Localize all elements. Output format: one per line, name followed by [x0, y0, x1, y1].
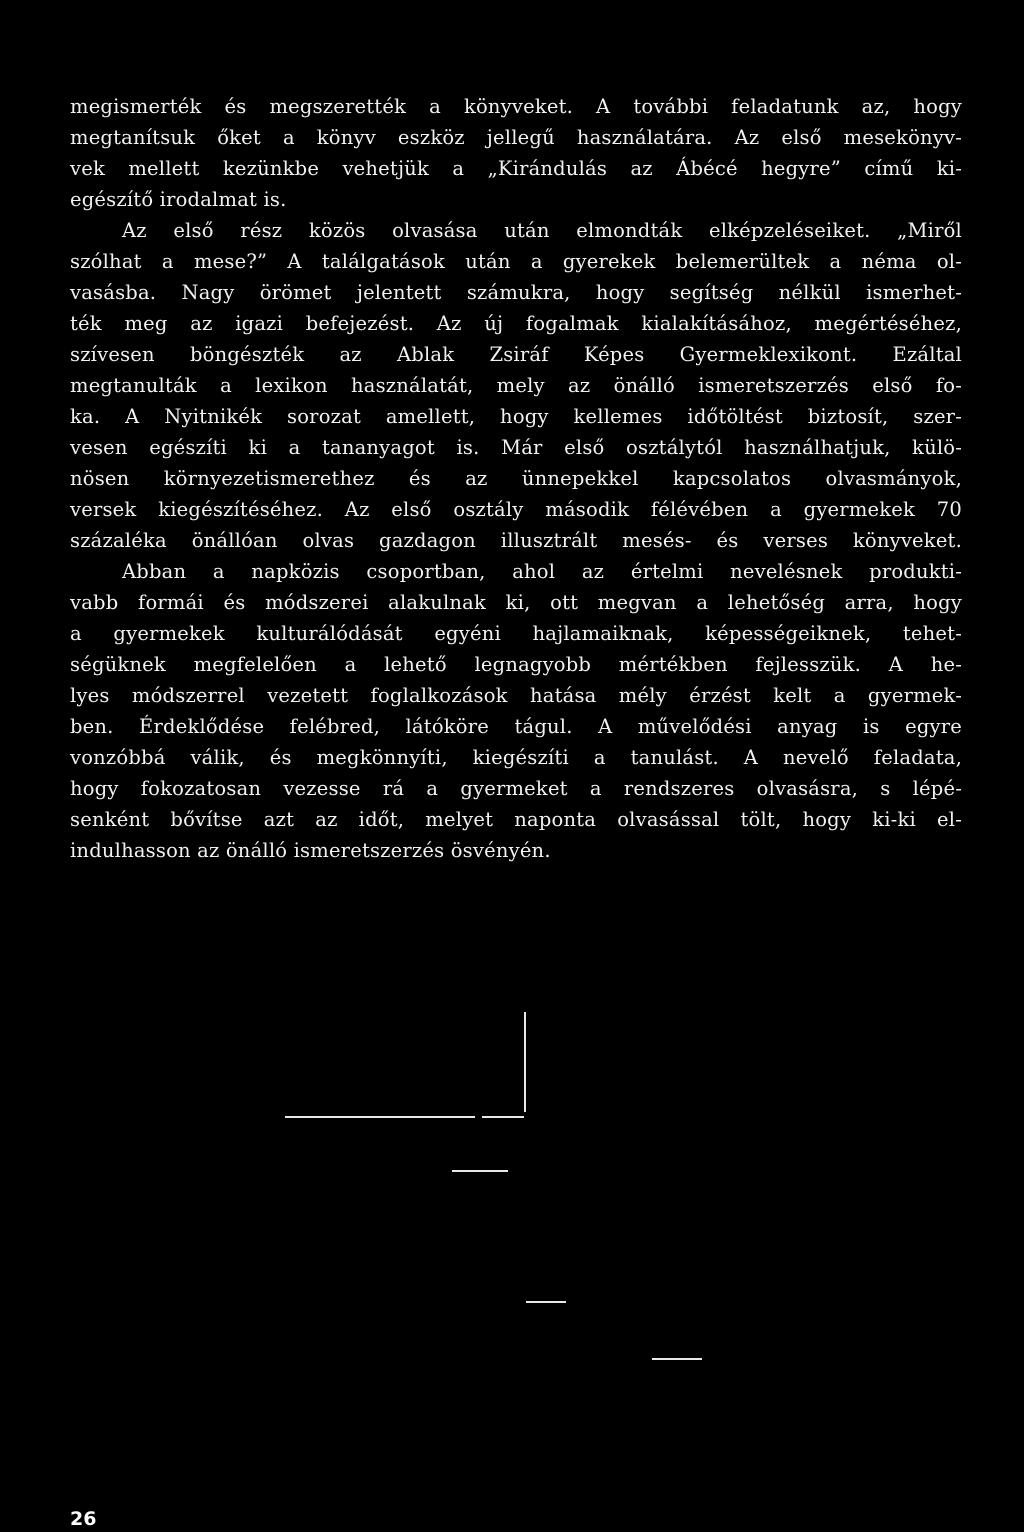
horizontal-rule-mark [652, 1358, 702, 1360]
text-line: Az első rész közös olvasása után elmondták elképzeléseiket. „Miről [122, 219, 962, 242]
text-line: indulhasson az önálló ismeretszerzés ösvényén. [70, 839, 551, 862]
text-line: ka. A Nyitnikék sorozat amellett, hogy kellemes időtöltést biztosít, szer- [70, 405, 962, 428]
text-line: megismerték és megszerették a könyveket. A további feladatunk az, hogy [70, 95, 962, 118]
text-line: lyes módszerrel vezetett foglalkozások hatása mély érzést kelt a gyermek- [70, 684, 962, 707]
vertical-rule-mark [524, 1012, 526, 1112]
horizontal-rule-mark [285, 1116, 475, 1118]
text-line: Abban a napközis csoportban, ahol az értelmi nevelésnek produkti- [122, 560, 962, 583]
text-line: vek mellett kezünkbe vehetjük a „Kirándulás az Ábécé hegyre” című ki- [70, 157, 962, 180]
text-line: százaléka önállóan olvas gazdagon illusztrált mesés- és verses könyveket. [70, 529, 962, 552]
text-line: senként bővítse azt az időt, melyet naponta olvasással tölt, hogy ki-ki el- [70, 808, 962, 831]
text-line: vonzóbbá válik, és megkönnyíti, kiegészíti a tanulást. A nevelő feladata, [70, 746, 962, 769]
horizontal-rule-mark [526, 1301, 566, 1303]
text-line: vasásba. Nagy örömet jelentett számukra, hogy segítség nélkül ismerhet- [70, 281, 962, 304]
text-line: a gyermekek kulturálódását egyéni hajlamaiknak, képességeiknek, tehet- [70, 622, 962, 645]
text-line: hogy fokozatosan vezesse rá a gyermeket a rendszeres olvasásra, s lépé- [70, 777, 962, 800]
horizontal-rule-mark [482, 1116, 524, 1118]
text-line: versek kiegészítéséhez. Az első osztály második félévében a gyermekek 70 [70, 498, 962, 521]
text-line: szólhat a mese?” A találgatások után a gyerekek belemerültek a néma ol- [70, 250, 962, 273]
text-line: vesen egészíti ki a tananyagot is. Már első osztálytól használhatjuk, külö- [70, 436, 962, 459]
text-line: szívesen böngészték az Ablak Zsiráf Képes Gyermeklexikont. Ezáltal [70, 343, 962, 366]
text-line: ségüknek megfelelően a lehető legnagyobb mértékben fejlesszük. A he- [70, 653, 962, 676]
text-line: vabb formái és módszerei alakulnak ki, ott megvan a lehetőség arra, hogy [70, 591, 962, 614]
text-line: egészítő irodalmat is. [70, 188, 287, 211]
horizontal-rule-mark [452, 1170, 508, 1172]
text-line: ték meg az igazi befejezést. Az új fogalmak kialakításához, megértéséhez, [70, 312, 962, 335]
text-line: ben. Érdeklődése felébred, látóköre tágul. A művelődési anyag is egyre [70, 715, 962, 738]
text-line: megtanítsuk őket a könyv eszköz jellegű használatára. Az első mesekönyv- [70, 126, 962, 149]
text-line: megtanulták a lexikon használatát, mely az önálló ismeretszerzés első fo- [70, 374, 962, 397]
text-line: nösen környezetismerethez és az ünnepekkel kapcsolatos olvasmányok, [70, 467, 962, 490]
page-number: 26 [70, 1508, 97, 1530]
